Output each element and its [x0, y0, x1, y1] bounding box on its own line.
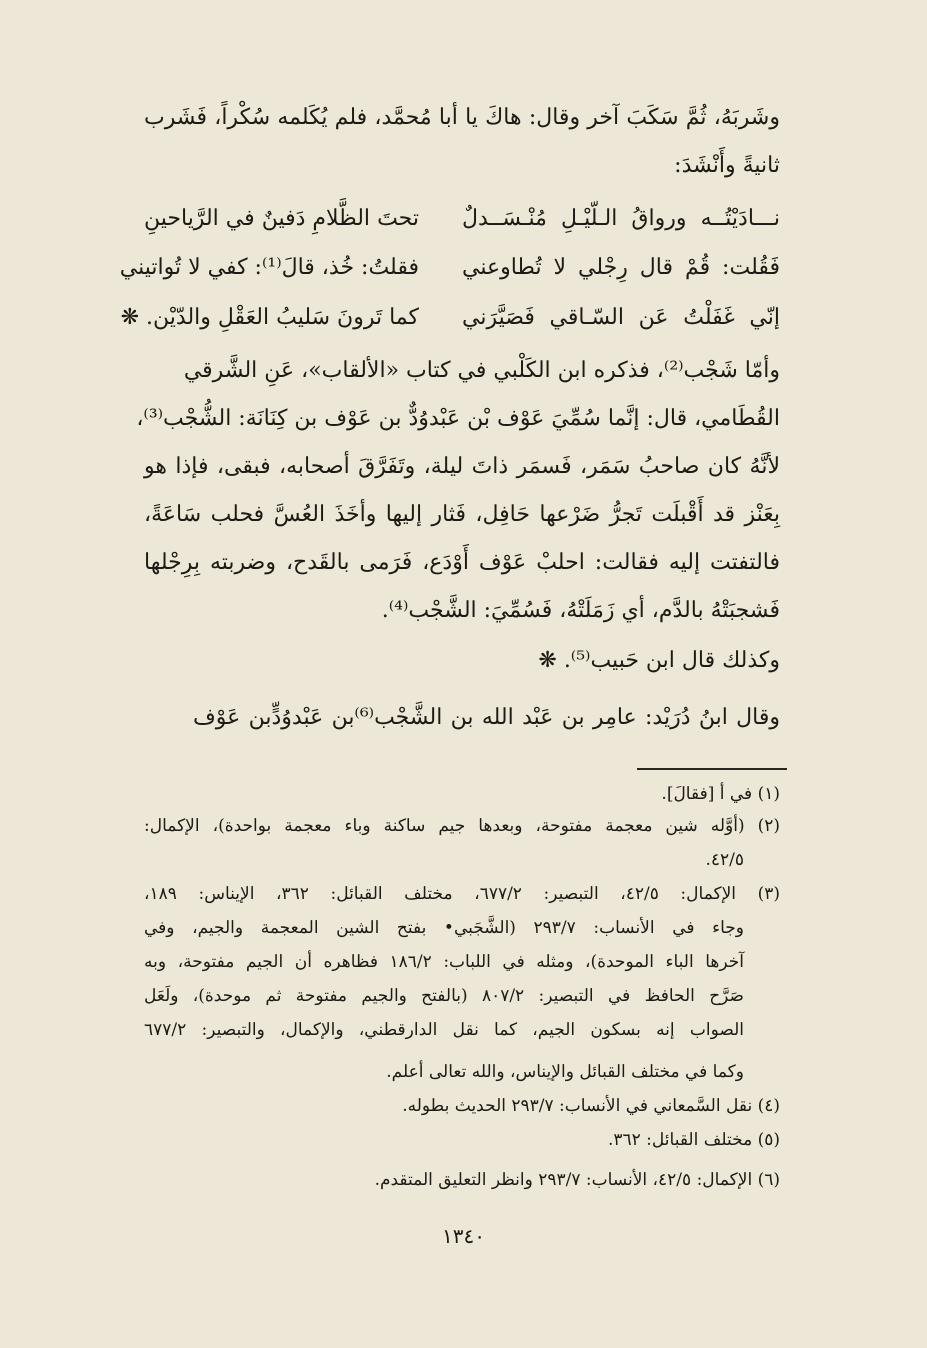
- verse-3-second-hemistich: كما تَرونَ سَليبُ العَقْلِ والدّيْن. ❋: [120, 305, 419, 330]
- body-line-7: فالتفتت إليه فقالت: احلبْ عَوْف أَوْدَع، فَرَمى بالقَدح، وضربته بِرِجْلها: [144, 550, 780, 575]
- verse-1-first-hemistich: نـــادَيْتُــه ورواقُ الـلّيْـلِ مُنْـسَــدلٌ: [462, 206, 780, 231]
- body-line-1: وشَربَهُ، ثُمَّ سَكَبَ آخر وقال: هاكَ يا أبا مُحمَّد، فلم يُكَلمه سُكْراً، فَشَرب: [144, 105, 780, 130]
- body-line-2: ثانيةً وأَنْشَدَ:: [674, 153, 780, 178]
- footnote-4: (٤) نقل السَّمعاني في الأنساب: ٢٩٣/٧ الحديث بطوله.: [402, 1096, 780, 1116]
- footnote-3: (٣) الإكمال: ٤٢/٥، التبصير: ٦٧٧/٢، مختلف القبائل: ٣٦٢، الإيناس: ١٨٩،: [144, 884, 781, 904]
- footnote-6: (٦) الإكمال: ٤٢/٥، الأنساب: ٢٩٣/٧ وانظر التعليق المتقدم.: [374, 1170, 780, 1190]
- body-line-4: القُطَامي، قال: إنَّما سُمِّيَ عَوْف بْن عَبْدوُدٌّ بن عَوْف بن كِنَانَة: الشُّجْب⁽³⁾،: [136, 406, 780, 431]
- footnote-2-continuation: ٤٢/٥.: [705, 850, 744, 870]
- body-line-6: بِعَنْز قد أَقْبلَت تَجرُّ ضَرْعها حَافِل، فَثار إليها وأخَذَ العُسَّ فحلب سَاعَةً،: [144, 502, 780, 527]
- body-line-9: وكذلك قال ابن حَبيب⁽⁵⁾. ❋: [538, 648, 780, 673]
- footnote-2: (٢) (أوَّله شين معجمة مفتوحة، وبعدها جيم ساكنة وباء معجمة بواحدة)، الإكمال:: [144, 816, 780, 836]
- body-line-10: وقال ابنُ دُرَيْد: عامِر بن عَبْد الله بن الشَّجْب⁽⁶⁾بن عَبْدوُدٍّبن عَوْف: [193, 705, 780, 730]
- footnote-1: (١) في أ [فقالَ].: [661, 784, 780, 804]
- verse-2-first-hemistich: فَقُلت: قُمْ قال رِجْلي لا تُطاوعني: [462, 255, 780, 280]
- footnote-separator: [637, 768, 787, 770]
- verse-3-first-hemistich: إنّي غَفَلْتُ عَن السّـاقي فَصَيَّرَني: [462, 305, 780, 330]
- body-line-5: لأنَّهُ كان صاحبُ سَمَر، فَسمَر ذاتَ ليلة، وتَفَرَّقَ أصحابه، فبقى، فإذا هو: [144, 454, 780, 479]
- verse-1-second-hemistich: تحتَ الظَّلامِ دَفينٌ في الرَّياحينِ: [144, 206, 419, 231]
- footnote-3-line-4: صَرَّح الحافظ في التبصير: ٨٠٧/٢ (بالفتح والجيم مفتوحة ثم موحدة)، ولَعَل: [144, 986, 744, 1006]
- footnote-3-line-5: الصواب إنه بسكون الجيم، كما نقل الدارقطني، والإكمال، والتبصير: ٦٧٧/٢: [144, 1020, 744, 1040]
- body-line-8: فَشجبَتْهُ بالدَّم، أي زَمَلَتْهُ، فَسُمِّيَ: الشَّجْب⁽⁴⁾.: [381, 598, 780, 623]
- verse-2-second-hemistich: فقلتُ: خُذ، قالَ⁽¹⁾: كفي لا تُواتيني: [119, 255, 419, 280]
- footnote-5: (٥) مختلف القبائل: ٣٦٢.: [607, 1130, 780, 1150]
- footnote-3-line-2: وجاء في الأنساب: ٢٩٣/٧ (الشَّجَبي• بفتح الشين المعجمة والجيم، وفي: [144, 918, 744, 938]
- footnote-3-line-3: آخرها الباء الموحدة)، ومثله في اللباب: ١٨٦/٢ فظاهره أن الجيم مفتوحة، وبه: [144, 952, 744, 972]
- footnote-3-line-6: وكما في مختلف القبائل والإيناس، والله تعالى أعلم.: [386, 1062, 744, 1082]
- body-line-3: وأمّا شَجْب⁽²⁾، فذكره ابن الكَلْبي في كتاب «الألقاب»، عَنِ الشَّرقي: [183, 358, 780, 383]
- page-number: ١٣٤٠: [442, 1224, 485, 1248]
